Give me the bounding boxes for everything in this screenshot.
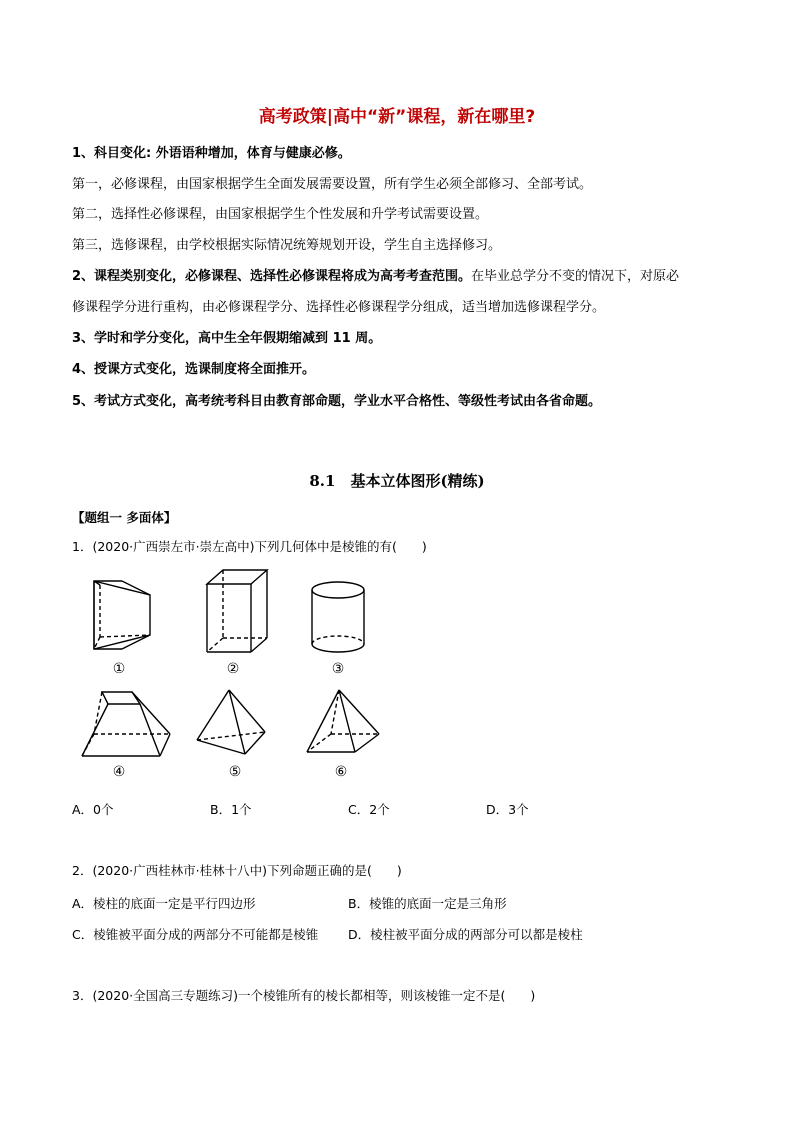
policy-item-5-rest: 在毕业总学分不变的情况下，对原必 (471, 269, 680, 284)
figure-6-label: ⑥ (334, 764, 348, 780)
question-1-stem: 1．(2020·广西崇左市·崇左高中)下列几何体中是棱锥的有( ) (72, 539, 427, 554)
q1-option-a: A．0个 (72, 802, 114, 817)
page-title: 高考政策|高中“新”课程，新在哪里? (258, 107, 536, 127)
policy-item-7: 3、学时和学分变化，高中生全年假期缩减到 11 周。 (72, 331, 382, 346)
policy-item-9: 5、考试方式变化，高考统考科目由教育部命题，学业水平合格性、等级性考试由各省命题。 (72, 394, 602, 409)
section-title: 8.1 基本立体图形(精练) (309, 472, 485, 490)
policy-item-5-bold: 2、课程类别变化，必修课程、选择性必修课程将成为高考考查范围。 (72, 269, 472, 284)
policy-item-4: 第三，选修课程，由学校根据实际情况统筹规划开设，学生自主选择修习。 (72, 238, 502, 253)
figure-2-label: ② (226, 661, 240, 677)
figure-3-label: ③ (331, 661, 345, 677)
question-2-stem: 2．(2020·广西桂林市·桂林十八中)下列命题正确的是( ) (72, 863, 402, 878)
policy-item-8: 4、授课方式变化，选课制度将全面推开。 (72, 362, 316, 377)
policy-item-6: 修课程学分进行重构，由必修课程学分、选择性必修课程学分组成，适当增加选修课程学分。 (72, 300, 606, 315)
figure-1-label: ① (112, 661, 126, 677)
policy-item-5 (72, 268, 679, 286)
q2-option-d: D．棱柱被平面分成的两部分可以都是棱柱 (348, 927, 583, 942)
q1-option-d: D．3个 (486, 802, 529, 817)
figure-5-label: ⑤ (228, 764, 242, 780)
q1-option-b: B．1个 (210, 802, 252, 817)
figure-5-tetrahedron (195, 686, 275, 761)
q2-option-c: C．棱锥被平面分成的两部分不可能都是棱锥 (72, 927, 319, 942)
figure-4-label: ④ (112, 764, 126, 780)
q2-option-b: B．棱锥的底面一定是三角形 (348, 896, 507, 911)
question-3-stem: 3．(2020·全国高三专题练习)一个棱锥所有的棱长都相等，则该棱锥一定不是( ) (72, 988, 536, 1003)
policy-item-3: 第二，选择性必修课程，由国家根据学生个性发展和升学考试需要设置。 (72, 207, 489, 222)
q2-option-a: A．棱柱的底面一定是平行四边形 (72, 896, 256, 911)
figure-4-frustum (80, 686, 175, 761)
figure-2-prism (205, 568, 275, 658)
q1-option-c: C．2个 (348, 802, 390, 817)
figure-1-frustum (80, 575, 160, 655)
policy-item-1: 1、科目变化: 外语语种增加，体育与健康必修。 (72, 146, 351, 161)
figure-6-pyramid (305, 686, 385, 761)
group-heading: 【题组一 多面体】 (72, 510, 177, 525)
policy-item-2: 第一，必修课程，由国家根据学生全面发展需要设置，所有学生必须全部修习、全部考试。 (72, 177, 593, 192)
figure-3-cylinder (310, 580, 370, 660)
